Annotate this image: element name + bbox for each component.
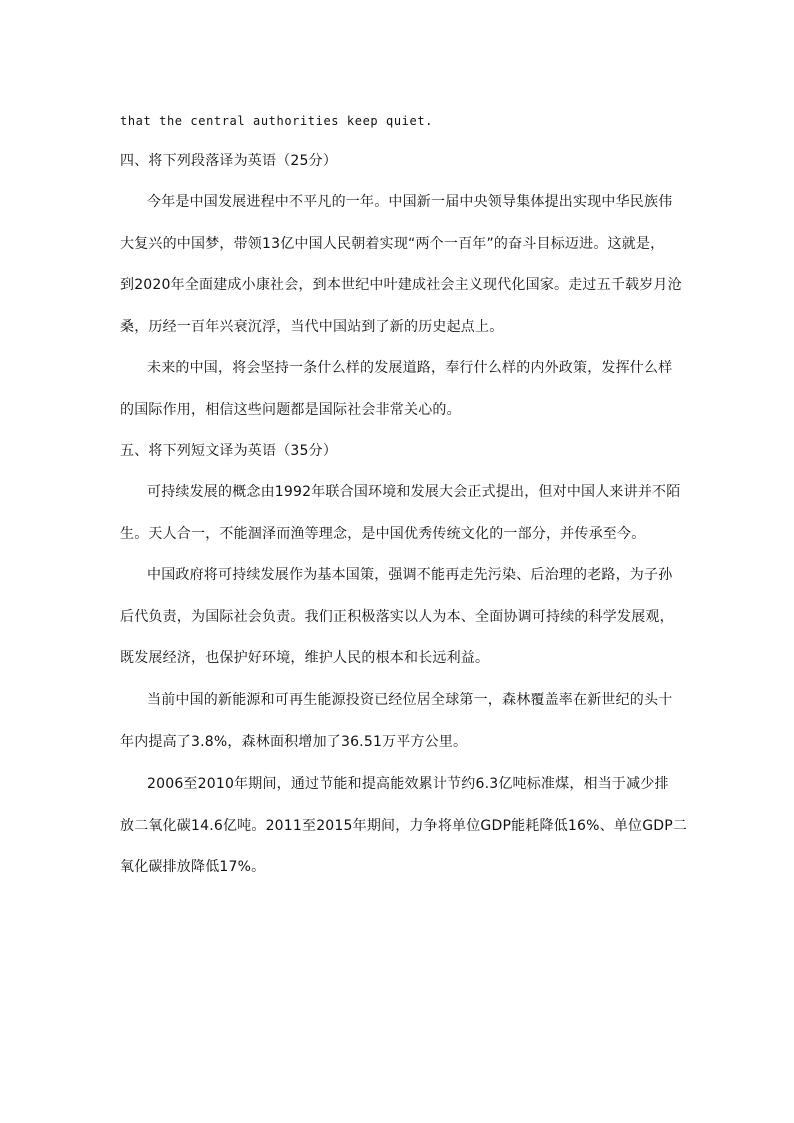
section4-heading: 四、将下列段落译为英语（25分） [120,153,338,169]
section4-p1-line: 桑，历经一百年兴衰沉浮，当代中国站到了新的历史起点上。 [120,319,504,335]
section5-heading: 五、将下列短文译为英语（35分） [120,443,338,459]
section4-p1-line: 大复兴的中国梦，带领13亿中国人民朝着实现“两个一百年”的奋斗目标迈进。这就是， [120,236,665,252]
section5-p3-line: 当前中国的新能源和可再生能源投资已经位居全球第一，森林覆盖率在新世纪的头十 [147,692,673,708]
section5-p2-line: 既发展经济，也保护好环境，维护人民的根本和长远利益。 [120,650,490,666]
section4-p2-line: 未来的中国，将会坚持一条什么样的发展道路，奉行什么样的内外政策，发挥什么样 [147,360,673,376]
section5-p4-line: 2006至2010年期间，通过节能和提高能效累计节约6.3亿吨标准煤，相当于减少排 [147,776,669,792]
section5-p2-line: 中国政府将可持续发展作为基本国策，强调不能再走先污染、后治理的老路，为子孙 [147,567,673,583]
section4-p1-line: 到2020年全面建成小康社会，到本世纪中叶建成社会主义现代化国家。走过五千载岁月沧 [120,277,682,293]
section5-p3-line: 年内提高了3.8%，森林面积增加了36.51万平方公里。 [120,734,468,750]
section5-p1-line: 生。天人合一，不能涸泽而渔等理念，是中国优秀传统文化的一部分，并传承至今。 [120,526,646,542]
section5-p4-line: 放二氧化碳14.6亿吨。2011至2015年期间，力争将单位GDP能耗降低16%、单位GDP二 [120,818,688,834]
section4-p2-line: 的国际作用，相信这些问题都是国际社会非常关心的。 [120,402,461,418]
section5-p4-line: 氧化碳排放降低17%。 [120,859,266,875]
continuation-line: that the central authorities keep quiet. [120,114,433,128]
section4-p1-line: 今年是中国发展进程中不平凡的一年。中国新一届中央领导集体提出实现中华民族伟 [147,194,673,210]
section5-p1-line: 可持续发展的概念由1992年联合国环境和发展大会正式提出，但对中国人来讲并不陌 [147,484,681,500]
section5-p2-line: 后代负责，为国际社会负责。我们正积极落实以人为本、全面协调可持续的科学发展观， [120,609,674,625]
